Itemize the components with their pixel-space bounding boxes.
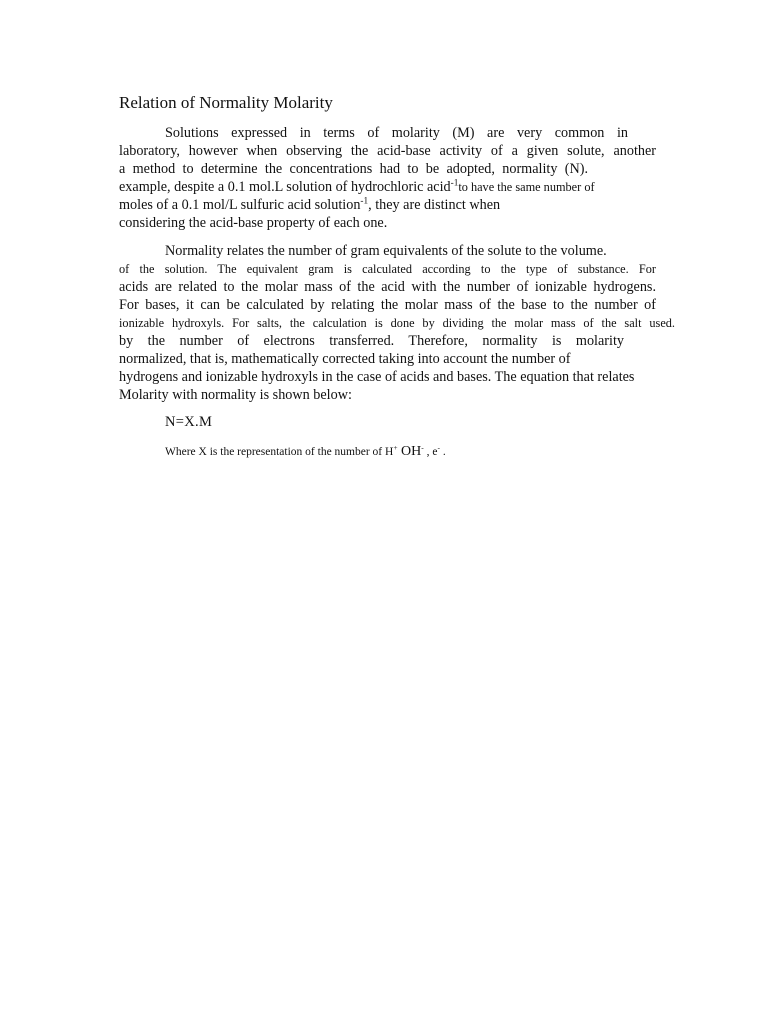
paragraph-2-line-5: ionizable hydroxyls. For salts, the calculation is done by dividing the molar mass of the salt used.: [119, 316, 675, 330]
paragraph-1-line-5: [119, 196, 500, 214]
paragraph-1-line-4-main: example, despite a 0.1 mol.L solution of hydrochloric acid: [119, 179, 451, 195]
paragraph-2-line-6: by the number of electrons transferred. Therefore, normality is molarity: [119, 333, 624, 349]
note-end: .: [440, 446, 446, 458]
equation-note: [165, 444, 446, 460]
paragraph-2-line-1: Normality relates the number of gram equivalents of the solute to the volume.: [165, 243, 607, 259]
paragraph-2-line-4: For bases, it can be calculated by relating the molar mass of the base to the number of: [119, 297, 656, 313]
paragraph-2-line-3: acids are related to the molar mass of the acid with the number of ionizable hydrogens.: [119, 279, 656, 295]
paragraph-2-line-7: normalized, that is, mathematically corrected taking into account the number of: [119, 351, 571, 367]
paragraph-1-line-4: [119, 178, 595, 196]
paragraph-1-line-3: a method to determine the concentrations had to be adopted, normality (N).: [119, 161, 588, 177]
note-e-superscript: -: [437, 443, 441, 453]
paragraph-1-line-5-superscript: -1: [360, 195, 369, 206]
paragraph-1-line-2: laboratory, however when observing the acid-base activity of a given solute, another: [119, 143, 656, 159]
paragraph-2-line-2: of the solution. The equivalent gram is calculated according to the type of substance. For: [119, 262, 656, 276]
paragraph-2-line-8: hydrogens and ionizable hydroxyls in the case of acids and bases. The equation that relates: [119, 369, 635, 385]
paragraph-1-line-4-tail: to have the same number of: [458, 180, 595, 194]
equation: N=X.M: [165, 414, 213, 430]
note-text: Where X is the representation of the number of H: [165, 446, 394, 458]
paragraph-1-line-4-superscript: -1: [450, 177, 459, 188]
note-separator: , e: [423, 446, 438, 458]
paragraph-1-line-6: considering the acid-base property of each one.: [119, 215, 388, 231]
paragraph-1-line-1: Solutions expressed in terms of molarity (M) are very common in: [165, 125, 628, 141]
note-h-superscript: +: [393, 443, 398, 453]
paragraph-1-line-5-tail: , they are distinct when: [368, 197, 501, 213]
paragraph-1-line-5-main: moles of a 0.1 mol/L sulfuric acid solution: [119, 197, 361, 213]
page-title: Relation of Normality Molarity: [119, 93, 333, 112]
note-oh: OH: [397, 444, 422, 459]
note-oh-superscript: -: [421, 443, 424, 453]
paragraph-2-line-9: Molarity with normality is shown below:: [119, 387, 352, 403]
